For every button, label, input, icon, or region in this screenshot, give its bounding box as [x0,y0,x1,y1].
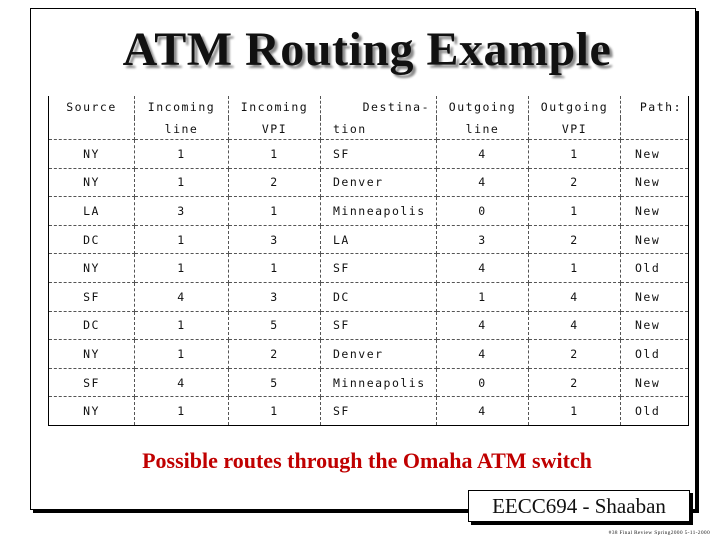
table-row [49,197,689,226]
cell-incoming-line: 1 [135,340,229,369]
cell-incoming-line: 1 [135,397,229,426]
cell-outgoing-line: 4 [437,397,529,426]
cell-destination: SF [321,140,437,169]
cell-source: NY [49,140,135,169]
cell-outgoing-line: 4 [437,254,529,283]
cell-outgoing-line: 3 [437,225,529,254]
table-body [49,140,689,426]
table-row [49,311,689,340]
header-outgoing-line: Outgoing [437,96,529,118]
cell-source: DC [49,225,135,254]
cell-outgoing-vpi: 1 [529,254,621,283]
cell-outgoing-vpi: 4 [529,282,621,311]
header-destination: Destina- [321,96,437,118]
table-row [49,225,689,254]
cell-incoming-line: 4 [135,368,229,397]
cell-outgoing-vpi: 1 [529,197,621,226]
cell-outgoing-line: 1 [437,282,529,311]
header-outgoing-vpi-line2: VPI [529,118,621,140]
cell-incoming-line: 1 [135,254,229,283]
cell-incoming-line: 1 [135,311,229,340]
cell-path: New [621,168,689,197]
cell-source: SF [49,368,135,397]
cell-outgoing-vpi: 2 [529,168,621,197]
slide-title: ATM Routing Example [122,23,612,76]
cell-path: New [621,225,689,254]
cell-outgoing-line: 4 [437,340,529,369]
cell-destination: SF [321,254,437,283]
cell-incoming-vpi: 3 [229,225,321,254]
cell-incoming-vpi: 3 [229,282,321,311]
table-row [49,282,689,311]
cell-destination: Minneapolis [321,197,437,226]
header-source: Source [49,96,135,118]
cell-destination: Minneapolis [321,368,437,397]
cell-outgoing-vpi: 1 [529,397,621,426]
cell-path: New [621,311,689,340]
cell-path: New [621,140,689,169]
cell-source: SF [49,282,135,311]
cell-outgoing-vpi: 1 [529,140,621,169]
cell-incoming-vpi: 2 [229,168,321,197]
header-row-top [49,96,689,118]
header-incoming-vpi-line2: VPI [229,118,321,140]
cell-source: LA [49,197,135,226]
cell-incoming-vpi: 1 [229,397,321,426]
header-incoming-vpi: Incoming [229,96,321,118]
cell-outgoing-vpi: 2 [529,368,621,397]
cell-path: Old [621,254,689,283]
header-row-bottom [49,118,689,140]
cell-path: New [621,282,689,311]
cell-path: New [621,368,689,397]
cell-incoming-vpi: 1 [229,197,321,226]
cell-incoming-line: 1 [135,168,229,197]
header-path-line2 [621,118,689,140]
cell-incoming-vpi: 2 [229,340,321,369]
table-row [49,140,689,169]
cell-destination: Denver [321,340,437,369]
routing-table [48,96,689,426]
cell-incoming-line: 4 [135,282,229,311]
table-row [49,168,689,197]
cell-outgoing-vpi: 4 [529,311,621,340]
header-outgoing-line-line2: line [437,118,529,140]
cell-incoming-vpi: 5 [229,311,321,340]
cell-incoming-line: 3 [135,197,229,226]
cell-source: NY [49,254,135,283]
header-incoming-line: Incoming [135,96,229,118]
table-row [49,254,689,283]
cell-incoming-line: 1 [135,225,229,254]
slide-caption: Possible routes through the Omaha ATM switch [142,448,592,473]
header-outgoing-vpi: Outgoing [529,96,621,118]
cell-outgoing-line: 0 [437,197,529,226]
header-incoming-line-line2: line [135,118,229,140]
cell-outgoing-line: 0 [437,368,529,397]
cell-source: NY [49,397,135,426]
cell-incoming-vpi: 1 [229,254,321,283]
header-destination-line2: tion [321,118,437,140]
cell-incoming-line: 1 [135,140,229,169]
cell-destination: DC [321,282,437,311]
cell-source: NY [49,168,135,197]
cell-path: Old [621,340,689,369]
cell-destination: LA [321,225,437,254]
footer-note: #38 Final Review Spring2000 5-11-2000 [608,530,710,536]
cell-outgoing-line: 4 [437,168,529,197]
cell-path: Old [621,397,689,426]
cell-destination: SF [321,397,437,426]
table-header [49,96,689,140]
cell-path: New [621,197,689,226]
cell-destination: Denver [321,168,437,197]
cell-source: DC [49,311,135,340]
course-badge: EECC694 - Shaaban [468,490,690,522]
header-source-line2 [49,118,135,140]
table-row [49,397,689,426]
table-row [49,368,689,397]
table-row [49,340,689,369]
cell-outgoing-line: 4 [437,311,529,340]
cell-destination: SF [321,311,437,340]
cell-outgoing-line: 4 [437,140,529,169]
cell-outgoing-vpi: 2 [529,340,621,369]
routing-table-container [48,96,688,426]
cell-incoming-vpi: 5 [229,368,321,397]
header-path: Path: [621,96,689,118]
cell-source: NY [49,340,135,369]
cell-incoming-vpi: 1 [229,140,321,169]
cell-outgoing-vpi: 2 [529,225,621,254]
